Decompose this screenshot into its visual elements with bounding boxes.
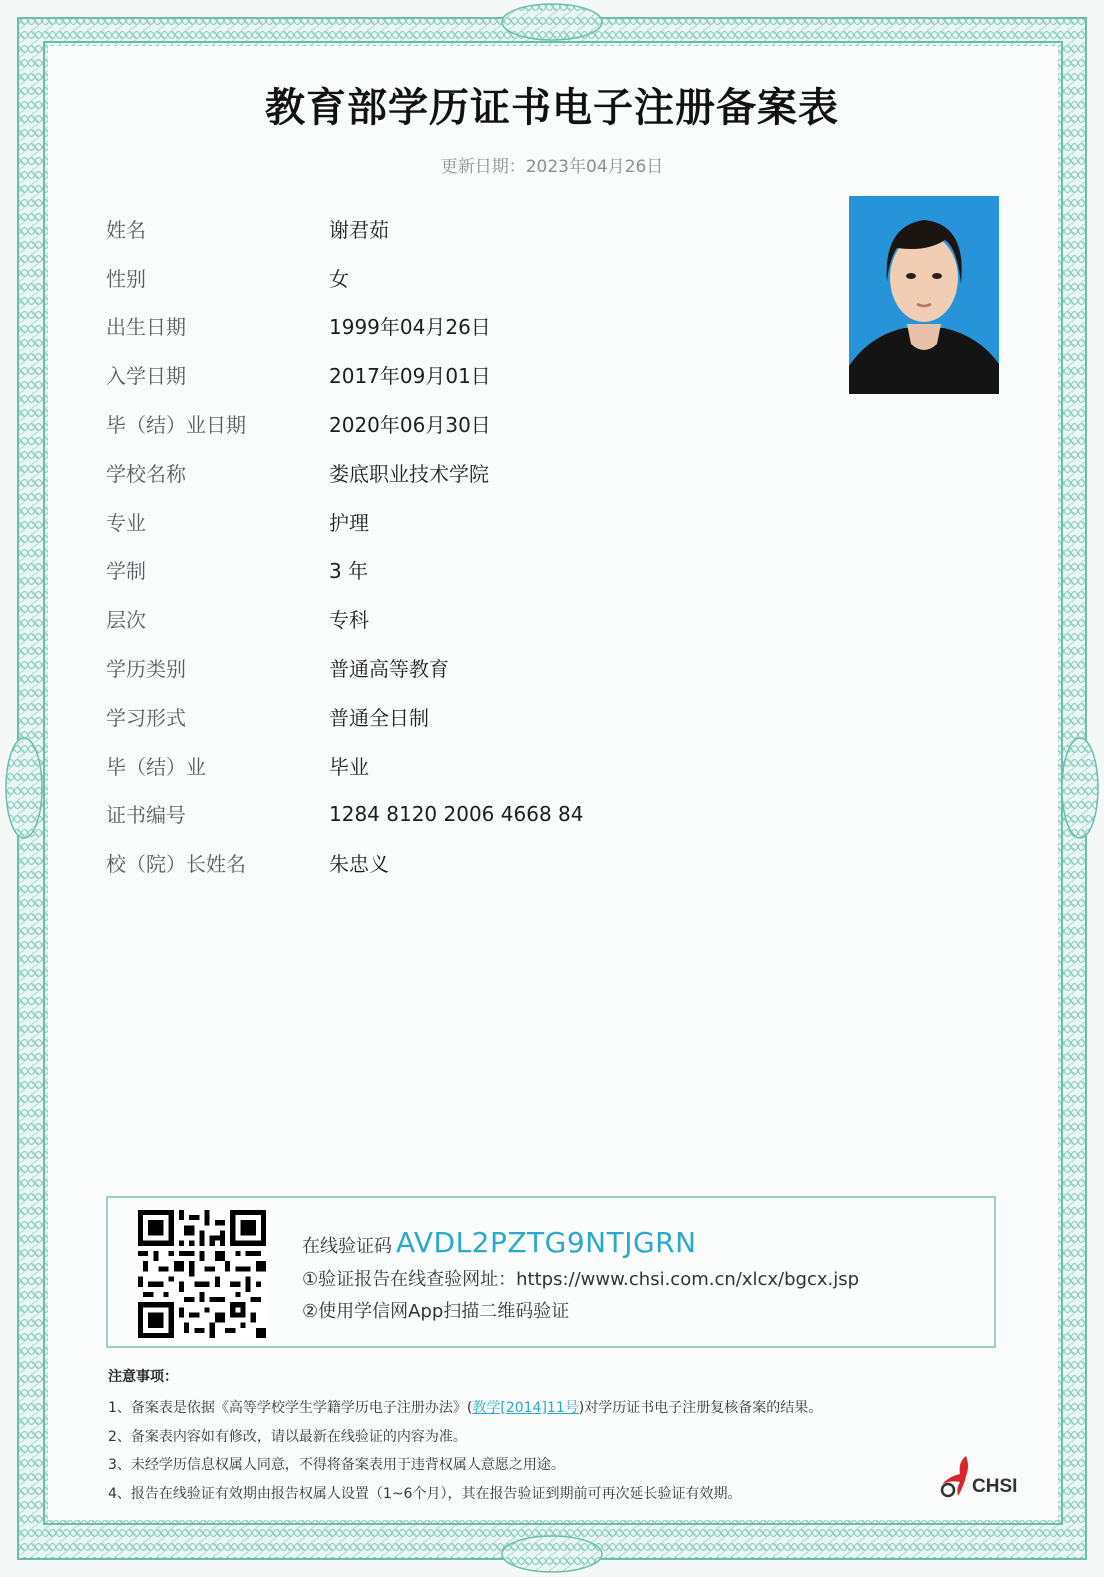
note-item: 4、报告在线验证有效期由报告权属人设置（1~6个月），其在报告验证到期前可再次延长验证有效期。	[108, 1485, 742, 1502]
field-row	[106, 399, 826, 448]
verification-url-line[interactable]: ①验证报告在线查验网址：https://www.chsi.com.cn/xlcx/bgcx.jsp	[302, 1269, 860, 1290]
field-row	[106, 546, 826, 595]
field-label: 层次	[106, 608, 146, 633]
field-label: 性别	[106, 266, 146, 291]
verification-info	[302, 1226, 859, 1323]
field-label: 毕（结）业日期	[106, 413, 246, 438]
field-label: 学习形式	[106, 705, 186, 730]
field-row	[106, 594, 826, 643]
field-value: 普通全日制	[329, 705, 429, 730]
chsi-logo-text: CHSI	[972, 1476, 1018, 1497]
qr-code-icon[interactable]	[138, 1210, 266, 1338]
field-label: 毕（结）业	[106, 754, 206, 779]
field-list	[106, 204, 826, 887]
chsi-bird-icon	[936, 1452, 976, 1500]
notes-title: 注意事项：	[108, 1369, 178, 1385]
field-value: 朱忠义	[329, 852, 389, 877]
field-value: 毕业	[329, 754, 369, 779]
chsi-logo	[936, 1452, 1026, 1500]
field-row	[106, 204, 826, 253]
field-row	[106, 253, 826, 302]
update-date: 更新日期：2023年04月26日	[440, 157, 664, 177]
note-item	[108, 1398, 928, 1427]
field-label: 出生日期	[106, 315, 186, 340]
verification-app-line: ②使用学信网App扫描二维码验证	[302, 1301, 570, 1322]
field-value: 谢君茹	[329, 217, 389, 242]
regulation-link[interactable]: 教学[2014]11号	[472, 1400, 579, 1416]
field-label: 学制	[106, 559, 146, 584]
field-label: 姓名	[106, 217, 146, 242]
field-row	[106, 448, 826, 497]
field-value: 3 年	[329, 559, 369, 584]
field-value: 2020年06月30日	[329, 413, 491, 438]
verification-code-line	[302, 1226, 859, 1259]
field-value: 护理	[329, 510, 369, 535]
field-value: 娄底职业技术学院	[329, 461, 489, 486]
field-value: 1999年04月26日	[329, 315, 491, 340]
field-label: 学历类别	[106, 657, 186, 682]
field-label: 专业	[106, 510, 146, 535]
field-value: 1284 8120 2006 4668 84	[329, 801, 584, 826]
portrait-photo	[849, 196, 999, 394]
field-value: 女	[329, 266, 349, 291]
field-label: 校（院）长姓名	[106, 852, 246, 877]
field-row	[106, 302, 826, 351]
field-row	[106, 643, 826, 692]
field-label: 学校名称	[106, 461, 186, 486]
portrait-figure-icon	[849, 196, 999, 394]
verification-code-label: 在线验证码	[302, 1236, 392, 1257]
field-label: 入学日期	[106, 364, 186, 389]
field-row	[106, 741, 826, 790]
note-item: 3、未经学历信息权属人同意，不得将备案表用于违背权属人意愿之用途。	[108, 1457, 565, 1473]
verification-code: AVDL2PZTG9NTJGRN	[396, 1226, 697, 1259]
field-value: 普通高等教育	[329, 657, 449, 682]
note-text: )对学历证书电子注册复核备案的结果。	[578, 1400, 823, 1416]
field-label: 证书编号	[106, 803, 186, 828]
field-row	[106, 692, 826, 741]
field-row	[106, 790, 826, 839]
field-row	[106, 838, 826, 887]
field-value: 专科	[329, 608, 369, 633]
field-row	[106, 497, 826, 546]
notes-section	[108, 1366, 928, 1512]
online-verification-box	[106, 1196, 996, 1348]
field-row	[106, 350, 826, 399]
note-item: 2、备案表内容如有修改，请以最新在线验证的内容为准。	[108, 1428, 467, 1445]
document-title: 教育部学历证书电子注册备案表	[265, 85, 839, 131]
field-value: 2017年09月01日	[329, 364, 491, 389]
note-text: 1、备案表是依据《高等学校学生学籍学历电子注册办法》(	[108, 1400, 473, 1416]
